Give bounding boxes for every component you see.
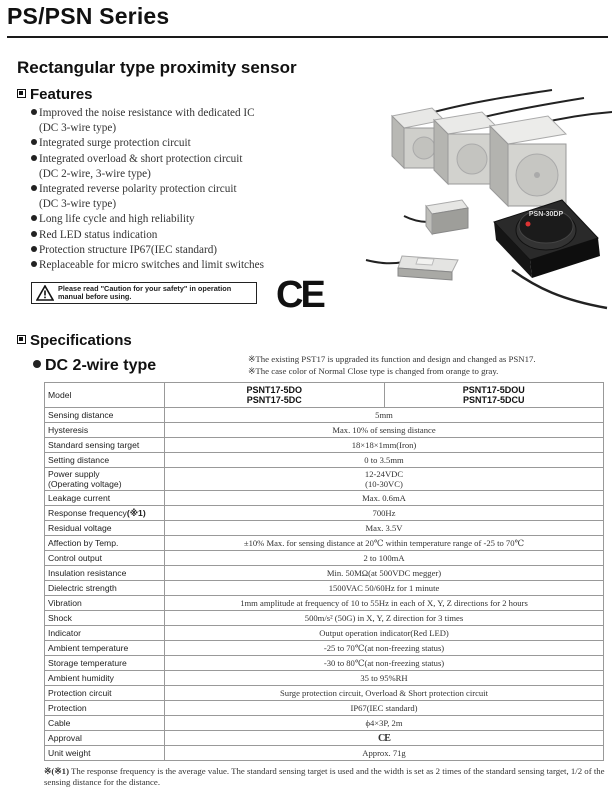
table-row [45,521,604,536]
bullet-icon [31,155,37,161]
table-row [45,746,604,761]
table-row [45,596,604,611]
dc-type-label: DC 2-wire type [45,357,157,374]
sensor-model-label: PSN-30DP [528,211,564,218]
row-value: IP67(IEC standard) [165,701,604,716]
table-row [45,686,604,701]
table-row [45,581,604,596]
model-group-b: PSNT17-5DOU PSNT17-5DCU [384,383,604,408]
row-label: Standard sensing target [45,438,165,453]
row-label: Protection [45,701,165,716]
footnote-text: The response frequency is the average value. The standard sensing target is used and the width is set as 2 times of the standard sensing target, 1/2 of the sensing distance for the distance. [44,766,605,787]
list-item: Red LED status indication [31,228,376,243]
bullet-icon [31,231,37,237]
row-label: Power supply (Operating voltage) [45,468,165,491]
dc-type-title [33,357,156,375]
specifications-heading-label: Specifications [30,332,132,349]
row-value: 1mm amplitude at frequency of 10 to 55Hz in each of X, Y, Z directions for 2 hours [165,596,604,611]
sensor-side-photo [404,200,468,234]
bullet-icon [31,139,37,145]
row-label: Storage temperature [45,656,165,671]
row-label: Cable [45,716,165,731]
row-label: Control output [45,551,165,566]
row-value: Surge protection circuit, Overload & Short protection circuit [165,686,604,701]
table-row [45,656,604,671]
warning-icon [36,285,54,301]
row-value: 18×18×1mm(Iron) [165,438,604,453]
page-subtitle: Rectangular type proximity sensor [17,58,297,77]
list-item: Improved the noise resistance with dedicated IC [31,106,376,121]
table-row [45,731,604,746]
list-item: Integrated surge protection circuit [31,136,376,151]
bullet-icon [31,246,37,252]
row-label: Leakage current [45,491,165,506]
bullet-icon [31,185,37,191]
list-item: Protection structure IP67(IEC standard) [31,243,376,258]
upgrade-note: ※The case color of Normal Close type is changed from orange to gray. [248,366,499,376]
row-label: Vibration [45,596,165,611]
list-item: Integrated overload & short protection circuit [31,152,376,167]
table-row [45,423,604,438]
table-row [45,716,604,731]
row-label: Ambient temperature [45,641,165,656]
features-list [31,106,376,273]
row-label: Hysteresis [45,423,165,438]
row-value: CE [165,731,604,746]
sensor-round-photo [494,200,607,308]
table-row [45,626,604,641]
bullet-icon [31,261,37,267]
series-title: PS/PSN Series [7,3,170,29]
bullet-icon [33,360,41,368]
row-label: Indicator [45,626,165,641]
row-label: Unit weight [45,746,165,761]
row-value: Min. 50MΩ(at 500VDC megger) [165,566,604,581]
table-row [45,506,604,521]
table-row [45,671,604,686]
row-label: Affection by Temp. [45,536,165,551]
row-value: 5mm [165,408,604,423]
features-heading-label: Features [30,86,93,103]
row-label: Dielectric strength [45,581,165,596]
table-row [45,468,604,491]
upgrade-notes [248,353,536,377]
row-value: 500m/s² (50G) in X, Y, Z direction for 3 times [165,611,604,626]
row-label: Sensing distance [45,408,165,423]
upgrade-note: ※The existing PST17 is upgraded its function and design and changed as PSN17. [248,354,536,364]
table-row [45,566,604,581]
row-label: Protection circuit [45,686,165,701]
table-header-row [45,383,604,408]
bullet-icon [31,109,37,115]
table-row [45,453,604,468]
footnote-mark: ※(※1) [44,766,69,776]
row-label: Setting distance [45,453,165,468]
row-label: Shock [45,611,165,626]
caution-notice [31,282,257,304]
table-row [45,641,604,656]
row-label: Residual voltage [45,521,165,536]
list-item: Long life cycle and high reliability [31,212,376,227]
bullet-icon [31,215,37,221]
row-label: Insulation resistance [45,566,165,581]
footnote [44,766,610,788]
sensor-large-photo [490,116,566,206]
row-label: Approval [45,731,165,746]
list-item: Integrated reverse polarity protection circuit [31,182,376,197]
table-row [45,611,604,626]
row-value: Max. 10% of sensing distance [165,423,604,438]
features-heading [17,86,93,103]
product-photo [362,88,612,313]
list-item: (DC 3-wire type) [39,122,117,135]
section-square-icon [17,89,26,98]
row-label: Ambient humidity [45,671,165,686]
row-value: ±10% Max. for sensing distance at 20℃ within temperature range of -25 to 70℃ [165,536,604,551]
row-value: ϕ4×3P, 2m [165,716,604,731]
row-value: Output operation indicator(Red LED) [165,626,604,641]
list-item: (DC 2-wire, 3-wire type) [39,167,151,180]
ce-mark: CE [276,274,323,316]
row-value: Max. 0.6mA [165,491,604,506]
sensor-flat-photo [366,256,458,280]
table-row [45,491,604,506]
list-item: Replaceable for micro switches and limit switches [31,258,376,273]
row-value: -25 to 70℃(at non-freezing status) [165,641,604,656]
row-value: 12-24VDC (10-30VC) [165,468,604,491]
row-label: Response frequency(※1) [45,506,165,521]
table-row [45,438,604,453]
sensor-medium-photo [434,112,496,184]
row-value: 2 to 100mA [165,551,604,566]
table-row [45,701,604,716]
row-value: 0 to 3.5mm [165,453,604,468]
title-divider [7,36,608,38]
row-value: Approx. 71g [165,746,604,761]
table-row [45,408,604,423]
model-group-a: PSNT17-5DO PSNT17-5DC [165,383,385,408]
row-value: 700Hz [165,506,604,521]
specifications-table [44,382,604,761]
model-label: Model [45,383,165,408]
row-value: 1500VAC 50/60Hz for 1 minute [165,581,604,596]
section-square-icon [17,335,26,344]
list-item: (DC 3-wire type) [39,198,117,211]
table-row [45,536,604,551]
row-value: 35 to 95%RH [165,671,604,686]
caution-text: Please read "Caution for your safety" in operation manual before using. [58,283,232,301]
table-row [45,551,604,566]
row-value: Max. 3.5V [165,521,604,536]
row-value: -30 to 80℃(at non-freezing status) [165,656,604,671]
specifications-heading [17,332,132,349]
